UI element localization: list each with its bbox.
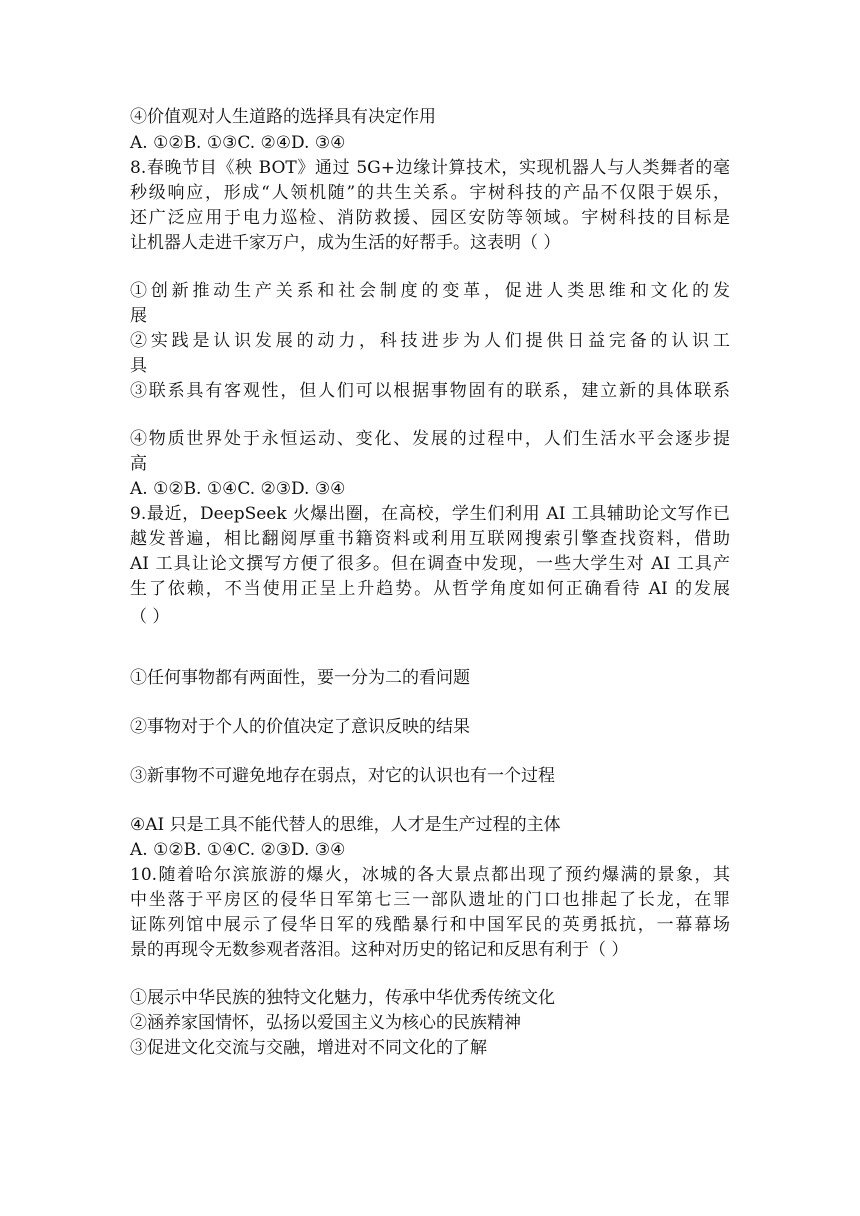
q10-stem-line-1: 10.随着哈尔滨旅游的爆火，冰城的各大景点都出现了预约爆满的景象，其 [130,865,730,885]
q8-stem-line-3: 还广泛应用于电力巡检、消防救援、园区安防等领域。宇树科技的目标是 [130,208,730,228]
q8-answer-choices: A. ①②B. ①④C. ②③D. ③④ [130,479,346,499]
q8-stem-line-2: 秒级响应，形成“人领机随”的共生关系。宇树科技的产品不仅限于娱乐， [130,183,730,203]
q9-option-2: ②事物对于个人的价值决定了意识反映的结果 [130,717,470,737]
q8-option-3: ③联系具有客观性，但人们可以根据事物固有的联系，建立新的具体联系 [130,381,730,401]
q8-option-1: ①创新推动生产关系和社会制度的变革，促进人类思维和文化的发 [130,281,730,301]
q10-stem-line-4: 景的再现令无数参观者落泪。这种对历史的铭记和反思有利于（ ） [130,940,629,960]
q10-option-2: ②涵养家国情怀，弘扬以爱国主义为核心的民族精神 [130,1013,521,1033]
q8-stem-line-4: 让机器人走进千家万户，成为生活的好帮手。这表明（ ） [130,233,561,253]
q10-option-3: ③促进文化交流与交融，增进对不同文化的了解 [130,1038,487,1058]
q7-option-4: ④价值观对人生道路的选择具有决定作用 [130,107,436,127]
q9-stem-line-3: AI 工具让论文撰写方便了很多。但在调查中发现，一些大学生对 AI 工具产 [130,554,730,574]
q10-stem-line-3: 证陈列馆中展示了侵华日军的残酷暴行和中国军民的英勇抵抗，一幕幕场 [130,915,730,935]
q8-option-2: ②实践是认识发展的动力，科技进步为人们提供日益完备的认识工 [130,331,730,351]
q9-option-1: ①任何事物都有两面性，要一分为二的看问题 [130,668,470,688]
q9-answer-choices: A. ①②B. ①④C. ②③D. ③④ [130,840,346,860]
q8-option-4: ④物质世界处于永恒运动、变化、发展的过程中，人们生活水平会逐步提 [130,429,730,449]
q9-option-4: ④AI 只是工具不能代替人的思维，人才是生产过程的主体 [130,815,561,835]
q8-option-2-cont: 具 [130,356,147,376]
q9-stem-line-2: 越发普遍，相比翻阅厚重书籍资料或利用互联网搜索引擎查找资料，借助 [130,529,730,549]
q9-stem-line-1: 9.最近，DeepSeek 火爆出圈，在高校，学生们利用 AI 工具辅助论文写作已 [130,504,730,524]
q10-stem-line-2: 中坐落于平房区的侵华日军第七三一部队遗址的门口也排起了长龙，在罪 [130,890,730,910]
q8-option-1-cont: 展 [130,306,147,326]
q9-answer-blank: （ ） [130,607,170,627]
q9-option-3: ③新事物不可避免地存在弱点，对它的认识也有一个过程 [130,766,555,786]
q8-stem-line-1: 8.春晚节目《秧 BOT》通过 5G+边缘计算技术，实现机器人与人类舞者的毫 [130,158,730,178]
q10-option-1: ①展示中华民族的独特文化魅力，传承中华优秀传统文化 [130,988,555,1008]
q8-option-4-cont: 高 [130,454,147,474]
q7-answer-choices: A. ①②B. ①③C. ②④D. ③④ [130,133,346,153]
q9-stem-line-4: 生了依赖，不当使用正呈上升趋势。从哲学角度如何正确看待 AI 的发展 [130,579,730,599]
